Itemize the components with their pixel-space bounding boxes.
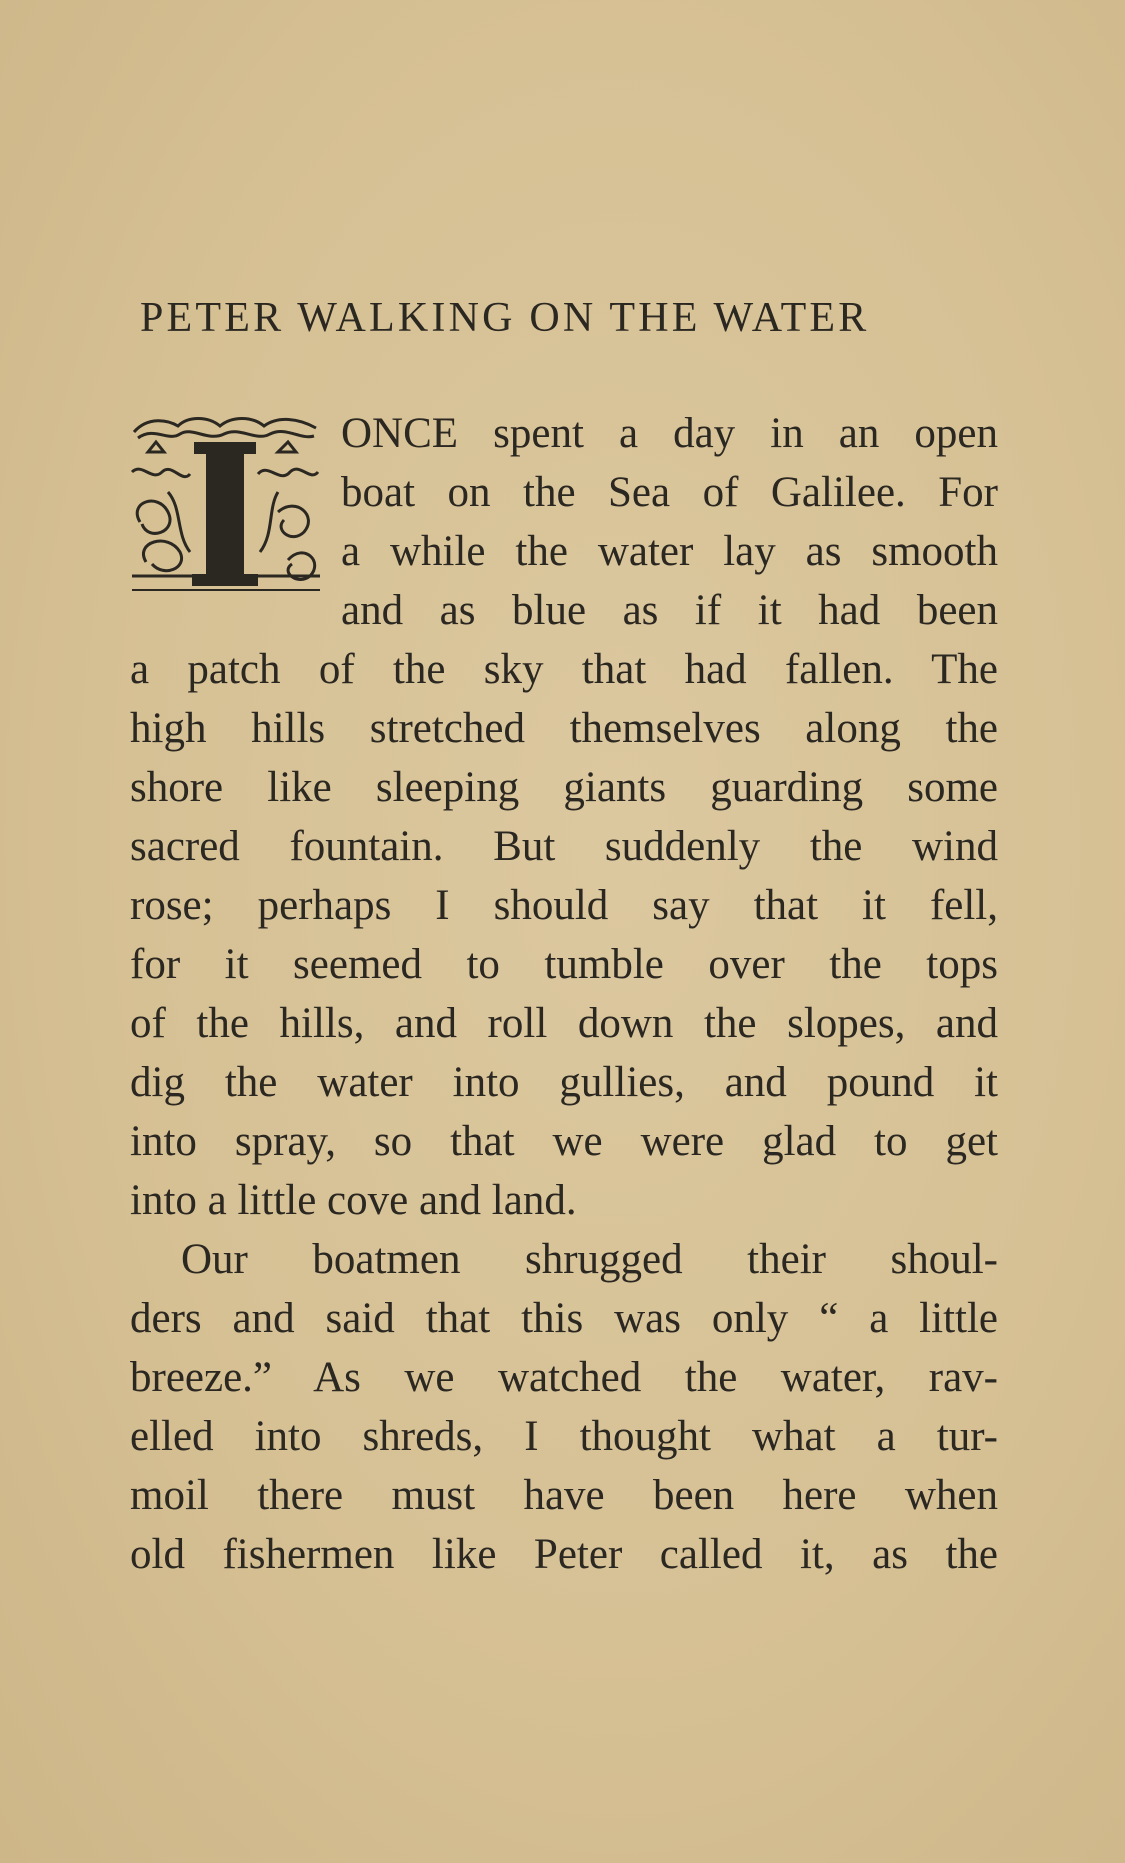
text-line: Our boatmen shrugged their shoul- — [181, 1236, 998, 1283]
text-line: a patch of the sky that had fallen. The — [130, 646, 998, 693]
text-line: high hills stretched themselves along the — [130, 705, 998, 752]
text-line: a while the water lay as smooth — [341, 528, 998, 575]
text-line: sacred fountain. But suddenly the wind — [130, 823, 998, 870]
text-line: breeze.” As we watched the water, rav- — [130, 1354, 998, 1401]
text-line: moil there must have been here when — [130, 1472, 998, 1519]
text-line: for it seemed to tumble over the tops — [130, 941, 998, 988]
text-line: ONCE spent a day in an open — [341, 410, 998, 457]
text-line: old fishermen like Peter called it, as the — [130, 1531, 998, 1578]
text-line: boat on the Sea of Galilee. For — [341, 469, 998, 516]
text-line: elled into shreds, I thought what a tur- — [130, 1413, 998, 1460]
text-line: shore like sleeping giants guarding some — [130, 764, 998, 811]
text-line: into a little cove and land. — [130, 1177, 577, 1224]
text-line: ders and said that this was only “ a little — [130, 1295, 998, 1342]
ornamental-dropcap-i — [128, 412, 323, 597]
text-line: of the hills, and roll down the slopes, and — [130, 1000, 998, 1047]
text-line: rose; perhaps I should say that it fell, — [130, 882, 998, 929]
running-head: PETER WALKING ON THE WATER — [140, 295, 870, 341]
text-line: and as blue as if it had been — [341, 587, 998, 634]
text-line: dig the water into gullies, and pound it — [130, 1059, 998, 1106]
text-line: into spray, so that we were glad to get — [130, 1118, 998, 1165]
